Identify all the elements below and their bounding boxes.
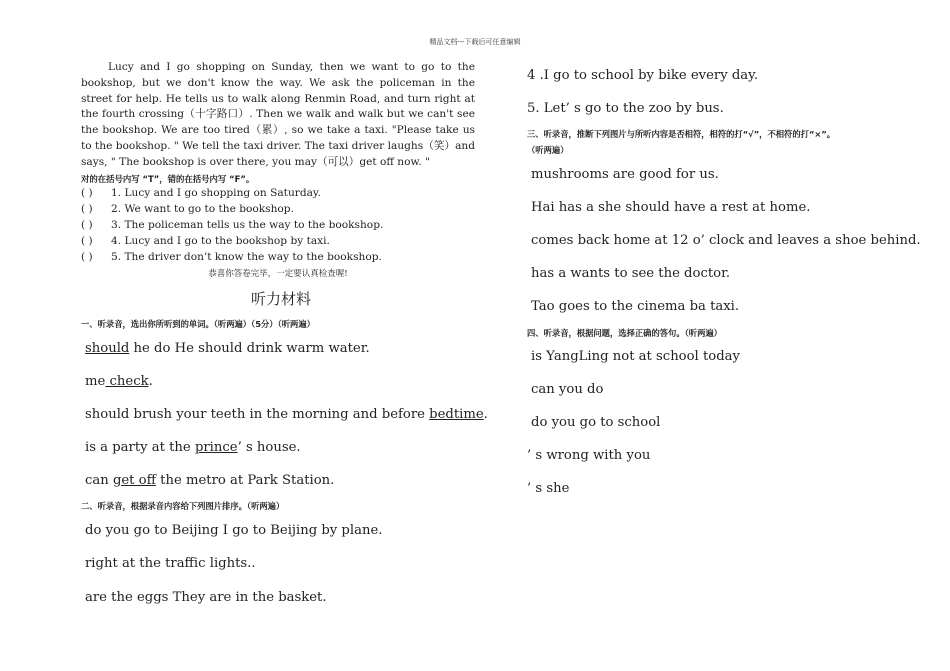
listening-line: 4 .I go to school by bike every day. bbox=[527, 68, 759, 83]
page-header: 精品文档---下载后可任意编辑 bbox=[429, 38, 521, 46]
section2-heading: 二、听录音，根据录音内容给下列图片排序。（听两遍） bbox=[81, 501, 285, 511]
congrats-note: 恭喜你答卷完毕，一定要认真检查喔! bbox=[208, 269, 348, 279]
underlined-word: check bbox=[105, 374, 149, 389]
line-text: ’ s house. bbox=[237, 440, 301, 455]
section3-heading: 三、听录音，推断下列图片与所听内容是否相符，相符的打“√”，不相符的打“×”。 bbox=[527, 129, 836, 139]
answer-blank: ( ) bbox=[81, 219, 93, 231]
tf-item bbox=[81, 234, 330, 250]
listening-line: ’ s she bbox=[527, 481, 570, 496]
tf-item bbox=[81, 186, 321, 202]
tf-statement: 1. Lucy and I go shopping on Saturday. bbox=[111, 187, 321, 199]
listening-line: do you go to Beijing I go to Beijing by plane. bbox=[85, 523, 383, 538]
line-text: should brush your teeth in the morning and before bbox=[85, 407, 430, 422]
answer-blank: ( ) bbox=[81, 203, 93, 215]
listening-line: are the eggs They are in the basket. bbox=[85, 590, 327, 605]
listening-line bbox=[85, 374, 153, 389]
line-text: is a party at the bbox=[85, 440, 195, 455]
listening-line: do you go to school bbox=[531, 415, 661, 430]
line-text: he do He should drink warm water. bbox=[129, 341, 370, 356]
tf-item bbox=[81, 218, 383, 234]
listening-line: comes back home at 12 o’ clock and leaves a shoe behind. bbox=[531, 233, 921, 248]
section4-heading: 四、听录音，根据问题，选择正确的答句。（听两遍） bbox=[527, 328, 722, 338]
listening-line: is YangLing not at school today bbox=[531, 349, 740, 364]
tf-statement: 3. The policeman tells us the way to the bookshop. bbox=[111, 219, 384, 231]
listening-line: Tao goes to the cinema ba taxi. bbox=[531, 299, 740, 314]
listening-line: 5. Let’ s go to the zoo by bus. bbox=[527, 101, 724, 116]
tf-instruction: 对的在括号内写 “T”，错的在括号内写 “F”。 bbox=[81, 174, 255, 184]
line-text: the metro at Park Station. bbox=[155, 473, 335, 488]
section3-heading-note: （听两遍） bbox=[527, 145, 569, 155]
listening-line: right at the traffic lights.. bbox=[85, 556, 256, 571]
listening-line: mushrooms are good for us. bbox=[531, 167, 719, 182]
listening-line bbox=[85, 440, 301, 455]
tf-statement: 2. We want to go to the bookshop. bbox=[111, 203, 294, 215]
answer-blank: ( ) bbox=[81, 235, 93, 247]
answer-blank: ( ) bbox=[81, 187, 93, 199]
tf-statement: 4. Lucy and I go to the bookshop by taxi. bbox=[111, 235, 330, 247]
underlined-word: bedtime bbox=[429, 407, 484, 422]
tf-item bbox=[81, 250, 382, 266]
underlined-word: get off bbox=[112, 473, 156, 488]
underlined-word: prince bbox=[194, 440, 238, 455]
listening-title: 听力材料 bbox=[250, 290, 311, 308]
listening-line: can you do bbox=[531, 382, 604, 397]
tf-statement: 5. The driver don’t know the way to the bookshop. bbox=[111, 251, 382, 263]
listening-line bbox=[85, 341, 370, 356]
listening-line: has a wants to see the doctor. bbox=[531, 266, 731, 281]
line-text: . bbox=[148, 374, 153, 389]
tf-item bbox=[81, 202, 294, 218]
listening-line: Hai has a she should have a rest at home. bbox=[531, 200, 811, 215]
underlined-word: should bbox=[85, 341, 130, 356]
section1-heading: 一、听录音，选出你所听到的单词。（听两遍）（5分）（听两遍） bbox=[81, 319, 315, 329]
line-text: can bbox=[85, 473, 113, 488]
listening-line bbox=[85, 407, 488, 422]
listening-line: ’ s wrong with you bbox=[527, 448, 651, 463]
listening-line bbox=[85, 473, 334, 488]
line-text: me bbox=[85, 374, 106, 389]
answer-blank: ( ) bbox=[81, 251, 93, 263]
line-text: . bbox=[483, 407, 488, 422]
reading-passage: Lucy and I go shopping on Sunday, then we want to go to the bookshop, but we don't know the way. We ask the policeman in the street for help. He tells us to walk along Renmin Road, and turn right at the fourth crossing（十字路口）. Then we walk and walk but we can't see the bookshop. We are too tired（累）, so we take a taxi. "Please take us to the bookshop. " We tell the taxi driver. The taxi driver laughs（笑）and says, " The bookshop is over there, you may（可以）get off now. " bbox=[81, 61, 475, 168]
